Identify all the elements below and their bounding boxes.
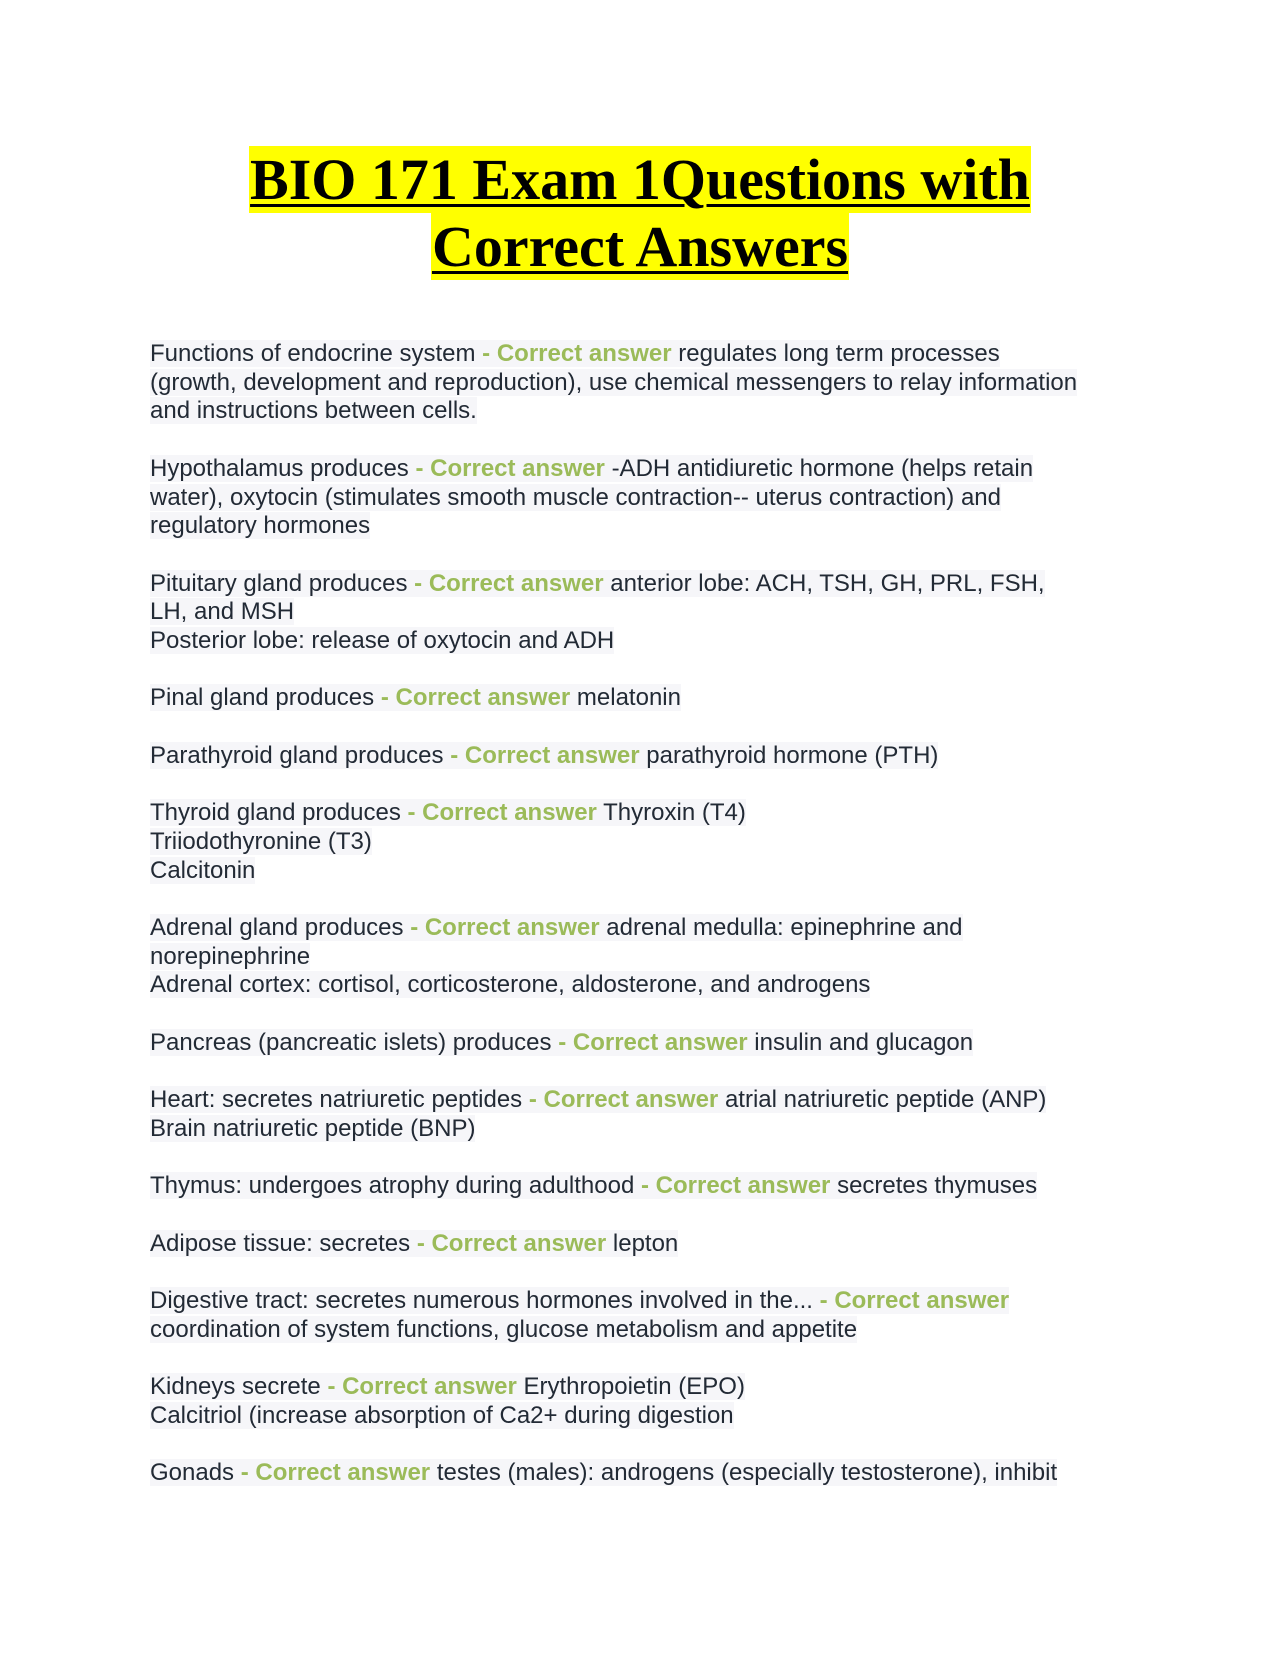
question-text: Pancreas (pancreatic islets) produces (150, 1028, 552, 1056)
answer-line-text: coordination of system functions, glucose metabolism and appetite (150, 1315, 858, 1343)
answer-line (150, 857, 1150, 886)
qa-item (150, 1230, 1150, 1259)
correct-answer-label: - Correct answer (415, 454, 605, 482)
qa-item (150, 570, 1150, 656)
qa-first-line (150, 684, 1150, 713)
answer-line-text: and instructions between cells. (150, 397, 477, 425)
answer-line-text: water), oxytocin (stimulates smooth muscle contraction-- uterus contraction) and (150, 483, 1002, 511)
qa-first-line (150, 742, 1150, 771)
question-text: Functions of endocrine system (150, 340, 476, 367)
answer-line (150, 598, 1150, 627)
qa-item (150, 1029, 1150, 1058)
qa-first-line (150, 1230, 1150, 1259)
qa-item (150, 1172, 1150, 1201)
correct-answer-label: - Correct answer (327, 1373, 517, 1401)
qa-first-line (150, 914, 1150, 943)
question-text: Pituitary gland produces (150, 569, 408, 597)
qa-first-line (150, 570, 1150, 599)
correct-answer-label: - Correct answer (558, 1028, 748, 1056)
answer-line (150, 397, 1150, 426)
answer-text: regulates long term processes (678, 340, 1000, 367)
qa-first-line (150, 799, 1150, 828)
answer-line (150, 1316, 1150, 1345)
qa-item (150, 455, 1150, 541)
correct-answer-label: - Correct answer (407, 799, 597, 827)
answer-text: Erythropoietin (EPO) (523, 1373, 745, 1401)
answer-line (150, 828, 1150, 857)
qa-item (150, 742, 1150, 771)
answer-line-text: regulatory hormones (150, 512, 371, 540)
answer-line (150, 369, 1150, 398)
answer-text: lepton (612, 1229, 679, 1257)
answer-text: atrial natriuretic peptide (ANP) (724, 1086, 1047, 1114)
title-line-1: BIO 171 Exam 1Questions with (250, 147, 1030, 212)
answer-line-text: norepinephrine (150, 942, 311, 970)
question-text: Kidneys secrete (150, 1373, 321, 1401)
qa-item (150, 684, 1150, 713)
question-answer-list (150, 340, 1150, 1517)
question-text: Gonads (150, 1459, 235, 1487)
answer-line (150, 512, 1150, 541)
answer-text: melatonin (576, 684, 681, 712)
correct-answer-label: - Correct answer (240, 1459, 431, 1487)
qa-item (150, 1373, 1150, 1430)
qa-first-line (150, 1172, 1150, 1201)
answer-line-text: Brain natriuretic peptide (BNP) (150, 1114, 476, 1142)
qa-item (150, 1287, 1150, 1344)
question-text: Heart: secretes natriuretic peptides (150, 1086, 523, 1114)
answer-line (150, 484, 1150, 513)
answer-text: adrenal medulla: epinephrine and (606, 913, 963, 941)
qa-item (150, 799, 1150, 885)
question-text: Parathyroid gland produces (150, 741, 444, 769)
correct-answer-label: - Correct answer (482, 340, 672, 367)
qa-item (150, 1459, 1150, 1488)
answer-line-text: LH, and MSH (150, 598, 295, 626)
answer-text: testes (males): androgens (especially testosterone), inhibit (436, 1459, 1058, 1487)
qa-first-line (150, 1373, 1150, 1402)
answer-line (150, 1115, 1150, 1144)
document-title (0, 146, 1280, 280)
correct-answer-label: - Correct answer (416, 1229, 607, 1257)
title-line-2: Correct Answers (431, 214, 849, 279)
qa-first-line (150, 1459, 1150, 1488)
correct-answer-label: - Correct answer (450, 741, 640, 769)
correct-answer-label: - Correct answer (528, 1086, 719, 1114)
qa-first-line (150, 340, 1150, 369)
correct-answer-label: - Correct answer (640, 1172, 831, 1200)
answer-line-text: Posterior lobe: release of oxytocin and ADH (150, 627, 615, 654)
question-text: Adipose tissue: secretes (150, 1229, 411, 1257)
question-text: Pinal gland produces (150, 684, 375, 712)
answer-line (150, 971, 1150, 1000)
answer-line-text: Triiodothyronine (T3) (150, 827, 372, 855)
answer-text: parathyroid hormone (PTH) (646, 741, 939, 769)
question-text: Adrenal gland produces (150, 913, 404, 941)
qa-first-line (150, 1287, 1150, 1316)
qa-first-line (150, 455, 1150, 484)
correct-answer-label: - Correct answer (414, 569, 604, 597)
qa-item (150, 340, 1150, 426)
answer-text: -ADH antidiuretic hormone (helps retain (611, 454, 1034, 482)
answer-line (150, 627, 1150, 656)
answer-text: secretes thymuses (837, 1172, 1038, 1200)
answer-line-text: Adrenal cortex: cortisol, corticosterone, aldosterone, and androgens (150, 971, 871, 999)
question-text: Thyroid gland produces (150, 799, 401, 827)
question-text: Hypothalamus produces (150, 454, 409, 482)
answer-line-text: Calcitriol (increase absorption of Ca2+ during digestion (150, 1401, 734, 1429)
correct-answer-label: - Correct answer (410, 913, 600, 941)
answer-text: insulin and glucagon (754, 1028, 974, 1056)
answer-line (150, 943, 1150, 972)
qa-first-line (150, 1029, 1150, 1058)
qa-item (150, 914, 1150, 1000)
question-text: Digestive tract: secretes numerous hormones involved in the... (150, 1287, 813, 1315)
qa-item (150, 1086, 1150, 1143)
correct-answer-label: - Correct answer (819, 1287, 1010, 1315)
answer-line-text: Calcitonin (150, 856, 256, 884)
question-text: Thymus: undergoes atrophy during adulthood (150, 1172, 635, 1200)
qa-first-line (150, 1086, 1150, 1115)
answer-line-text: (growth, development and reproduction), use chemical messengers to relay information (150, 368, 1078, 396)
correct-answer-label: - Correct answer (380, 684, 571, 712)
answer-line (150, 1402, 1150, 1431)
answer-text: anterior lobe: ACH, TSH, GH, PRL, FSH, (610, 569, 1045, 597)
answer-text: Thyroxin (T4) (603, 799, 746, 827)
